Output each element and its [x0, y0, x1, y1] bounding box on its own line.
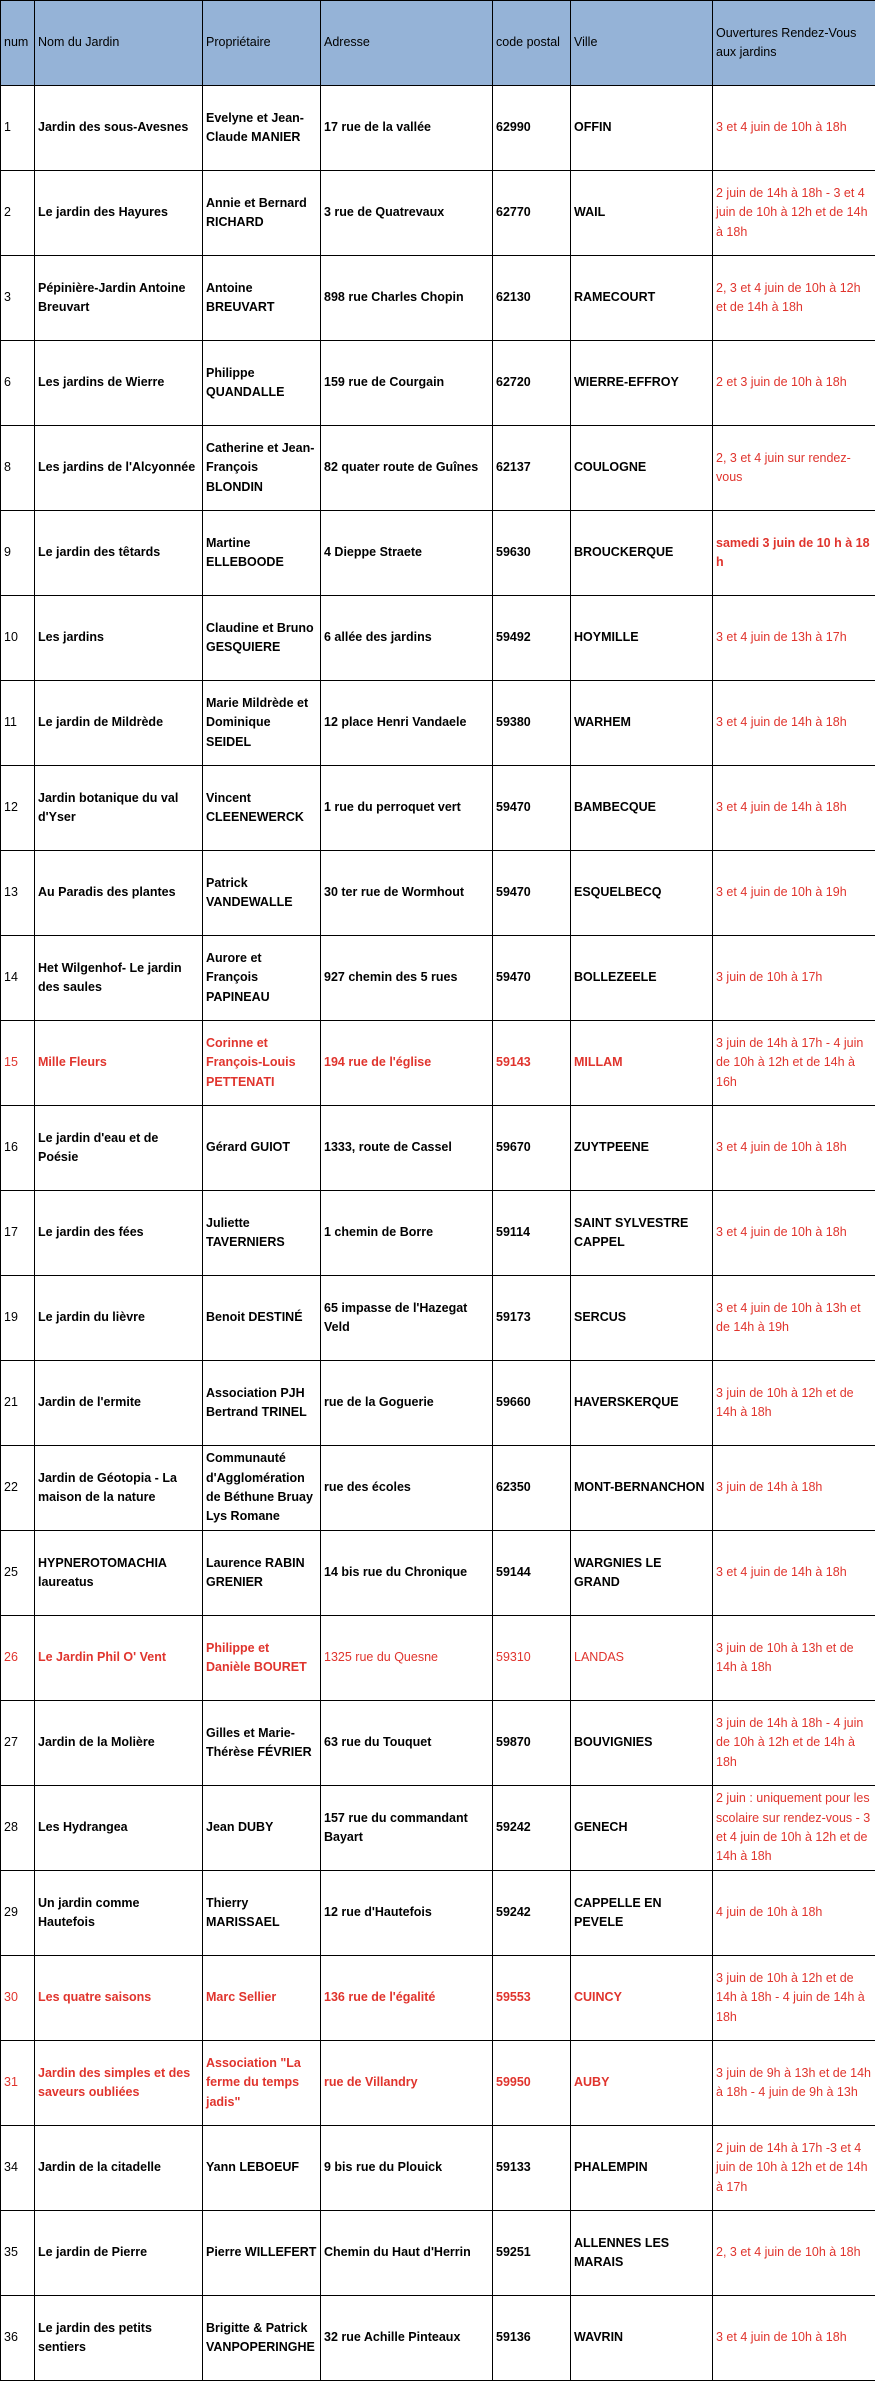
cell-ville: WARHEM	[571, 681, 713, 766]
cell-proprietaire: Philippe et Danièle BOURET	[203, 1616, 321, 1701]
cell-ville: WAVRIN	[571, 2296, 713, 2381]
cell-adresse: Chemin du Haut d'Herrin	[321, 2211, 493, 2296]
cell-ouvertures: 3 et 4 juin de 10h à 18h	[713, 1106, 875, 1191]
cell-num: 34	[1, 2126, 35, 2211]
table-row	[1, 2126, 875, 2211]
cell-adresse: 12 rue d'Hautefois	[321, 1871, 493, 1956]
cell-code-postal: 59660	[493, 1361, 571, 1446]
table-row	[1, 1956, 875, 2041]
table-row	[1, 511, 875, 596]
cell-num: 11	[1, 681, 35, 766]
cell-adresse: 1 rue du perroquet vert	[321, 766, 493, 851]
table-row	[1, 1786, 875, 1871]
cell-ville: WARGNIES LE GRAND	[571, 1531, 713, 1616]
cell-num: 30	[1, 1956, 35, 2041]
table-row	[1, 1361, 875, 1446]
cell-proprietaire: Benoit DESTINÉ	[203, 1276, 321, 1361]
cell-num: 27	[1, 1701, 35, 1786]
table-row	[1, 1531, 875, 1616]
cell-proprietaire: Catherine et Jean-François BLONDIN	[203, 426, 321, 511]
cell-adresse: 1333, route de Cassel	[321, 1106, 493, 1191]
cell-nom: Les Hydrangea	[35, 1786, 203, 1871]
cell-proprietaire: Marc Sellier	[203, 1956, 321, 2041]
cell-ouvertures: 2, 3 et 4 juin de 10h à 18h	[713, 2211, 875, 2296]
cell-adresse: 30 ter rue de Wormhout	[321, 851, 493, 936]
cell-num: 29	[1, 1871, 35, 1956]
cell-ville: WIERRE-EFFROY	[571, 341, 713, 426]
cell-ouvertures: 3 juin de 14h à 18h	[713, 1446, 875, 1531]
header-ville: Ville	[571, 1, 713, 86]
header-nom: Nom du Jardin	[35, 1, 203, 86]
cell-proprietaire: Brigitte & Patrick VANPOPERINGHE	[203, 2296, 321, 2381]
cell-ville: ZUYTPEENE	[571, 1106, 713, 1191]
cell-adresse: 927 chemin des 5 rues	[321, 936, 493, 1021]
header-adresse: Adresse	[321, 1, 493, 86]
table-row	[1, 766, 875, 851]
cell-code-postal: 62770	[493, 171, 571, 256]
cell-proprietaire: Association PJH Bertrand TRINEL	[203, 1361, 321, 1446]
cell-proprietaire: Claudine et Bruno GESQUIERE	[203, 596, 321, 681]
cell-nom: Au Paradis des plantes	[35, 851, 203, 936]
cell-num: 31	[1, 2041, 35, 2126]
table-row	[1, 1616, 875, 1701]
cell-ville: HOYMILLE	[571, 596, 713, 681]
cell-nom: Le jardin de Pierre	[35, 2211, 203, 2296]
cell-adresse: 136 rue de l'égalité	[321, 1956, 493, 2041]
cell-num: 19	[1, 1276, 35, 1361]
cell-code-postal: 59470	[493, 851, 571, 936]
table-row	[1, 256, 875, 341]
cell-ville: RAMECOURT	[571, 256, 713, 341]
cell-num: 9	[1, 511, 35, 596]
cell-ville: LANDAS	[571, 1616, 713, 1701]
cell-proprietaire: Philippe QUANDALLE	[203, 341, 321, 426]
cell-code-postal: 59242	[493, 1871, 571, 1956]
cell-adresse: 6 allée des jardins	[321, 596, 493, 681]
cell-code-postal: 59251	[493, 2211, 571, 2296]
cell-ouvertures: 3 et 4 juin de 10h à 19h	[713, 851, 875, 936]
cell-code-postal: 59133	[493, 2126, 571, 2211]
cell-ouvertures: 3 juin de 10h à 12h et de 14h à 18h	[713, 1361, 875, 1446]
cell-code-postal: 59242	[493, 1786, 571, 1871]
cell-proprietaire: Thierry MARISSAEL	[203, 1871, 321, 1956]
table-row	[1, 86, 875, 171]
cell-ouvertures: 3 juin de 10h à 17h	[713, 936, 875, 1021]
cell-nom: Le jardin des fées	[35, 1191, 203, 1276]
cell-ouvertures: 3 et 4 juin de 10h à 18h	[713, 1191, 875, 1276]
table-row	[1, 1701, 875, 1786]
cell-ville: SAINT SYLVESTRE CAPPEL	[571, 1191, 713, 1276]
cell-proprietaire: Jean DUBY	[203, 1786, 321, 1871]
cell-nom: Jardin des simples et des saveurs oubliées	[35, 2041, 203, 2126]
cell-ouvertures: 2 juin de 14h à 18h - 3 et 4 juin de 10h à 12h et de 14h à 18h	[713, 171, 875, 256]
cell-adresse: rue de Villandry	[321, 2041, 493, 2126]
table-row	[1, 341, 875, 426]
cell-code-postal: 59950	[493, 2041, 571, 2126]
cell-num: 1	[1, 86, 35, 171]
cell-ouvertures: 2 et 3 juin de 10h à 18h	[713, 341, 875, 426]
cell-num: 35	[1, 2211, 35, 2296]
cell-code-postal: 59470	[493, 936, 571, 1021]
cell-num: 3	[1, 256, 35, 341]
cell-adresse: 898 rue Charles Chopin	[321, 256, 493, 341]
cell-ville: ESQUELBECQ	[571, 851, 713, 936]
table-row	[1, 596, 875, 681]
table-row	[1, 2041, 875, 2126]
cell-nom: Pépinière-Jardin Antoine Breuvart	[35, 256, 203, 341]
cell-code-postal: 62350	[493, 1446, 571, 1531]
cell-code-postal: 59870	[493, 1701, 571, 1786]
cell-nom: Le jardin d'eau et de Poésie	[35, 1106, 203, 1191]
cell-num: 26	[1, 1616, 35, 1701]
cell-code-postal: 59144	[493, 1531, 571, 1616]
cell-code-postal: 59310	[493, 1616, 571, 1701]
cell-proprietaire: Juliette TAVERNIERS	[203, 1191, 321, 1276]
cell-proprietaire: Vincent CLEENEWERCK	[203, 766, 321, 851]
cell-ville: ALLENNES LES MARAIS	[571, 2211, 713, 2296]
cell-ville: AUBY	[571, 2041, 713, 2126]
cell-nom: Les quatre saisons	[35, 1956, 203, 2041]
cell-ouvertures: 3 juin de 10h à 12h et de 14h à 18h - 4 juin de 14h à 18h	[713, 1956, 875, 2041]
cell-adresse: 65 impasse de l'Hazegat Veld	[321, 1276, 493, 1361]
cell-proprietaire: Evelyne et Jean-Claude MANIER	[203, 86, 321, 171]
table-row	[1, 1191, 875, 1276]
cell-adresse: 1 chemin de Borre	[321, 1191, 493, 1276]
cell-ville: BOLLEZEELE	[571, 936, 713, 1021]
cell-ouvertures: 2, 3 et 4 juin sur rendez-vous	[713, 426, 875, 511]
cell-ouvertures: 3 et 4 juin de 14h à 18h	[713, 1531, 875, 1616]
cell-ville: HAVERSKERQUE	[571, 1361, 713, 1446]
cell-ville: SERCUS	[571, 1276, 713, 1361]
cell-num: 28	[1, 1786, 35, 1871]
cell-num: 36	[1, 2296, 35, 2381]
cell-ouvertures: 3 et 4 juin de 10h à 18h	[713, 2296, 875, 2381]
cell-num: 25	[1, 1531, 35, 1616]
cell-proprietaire: Martine ELLEBOODE	[203, 511, 321, 596]
cell-nom: HYPNEROTOMACHIA laureatus	[35, 1531, 203, 1616]
cell-nom: Les jardins de Wierre	[35, 341, 203, 426]
cell-ville: BROUCKERQUE	[571, 511, 713, 596]
cell-num: 17	[1, 1191, 35, 1276]
cell-proprietaire: Corinne et François-Louis PETTENATI	[203, 1021, 321, 1106]
cell-code-postal: 59173	[493, 1276, 571, 1361]
cell-adresse: rue des écoles	[321, 1446, 493, 1531]
cell-ouvertures: 3 juin de 14h à 18h - 4 juin de 10h à 12h et de 14h à 18h	[713, 1701, 875, 1786]
cell-ville: BOUVIGNIES	[571, 1701, 713, 1786]
cell-ville: MONT-BERNANCHON	[571, 1446, 713, 1531]
cell-code-postal: 62130	[493, 256, 571, 341]
cell-code-postal: 59492	[493, 596, 571, 681]
cell-adresse: 194 rue de l'église	[321, 1021, 493, 1106]
cell-proprietaire: Marie Mildrède et Dominique SEIDEL	[203, 681, 321, 766]
cell-proprietaire: Gilles et Marie-Thérèse FÉVRIER	[203, 1701, 321, 1786]
cell-ville: CAPPELLE EN PEVELE	[571, 1871, 713, 1956]
table-row	[1, 2296, 875, 2381]
header-code-postal: code postal	[493, 1, 571, 86]
cell-nom: Jardin de la citadelle	[35, 2126, 203, 2211]
cell-proprietaire: Antoine BREUVART	[203, 256, 321, 341]
cell-nom: Jardin de Géotopia - La maison de la nature	[35, 1446, 203, 1531]
cell-nom: Les jardins de l'Alcyonnée	[35, 426, 203, 511]
cell-ville: WAIL	[571, 171, 713, 256]
cell-proprietaire: Gérard GUIOT	[203, 1106, 321, 1191]
cell-code-postal: 59136	[493, 2296, 571, 2381]
cell-code-postal: 59470	[493, 766, 571, 851]
table-row	[1, 2211, 875, 2296]
cell-code-postal: 59143	[493, 1021, 571, 1106]
cell-code-postal: 59630	[493, 511, 571, 596]
header-ouvertures: Ouvertures Rendez-Vous aux jardins	[713, 1, 875, 86]
cell-ville: CUINCY	[571, 1956, 713, 2041]
table-row	[1, 1871, 875, 1956]
cell-nom: Le jardin des petits sentiers	[35, 2296, 203, 2381]
cell-adresse: 82 quater route de Guînes	[321, 426, 493, 511]
cell-ouvertures: 2 juin de 14h à 17h -3 et 4 juin de 10h à 12h et de 14h à 17h	[713, 2126, 875, 2211]
cell-adresse: 1325 rue du Quesne	[321, 1616, 493, 1701]
cell-nom: Jardin botanique du val d'Yser	[35, 766, 203, 851]
cell-num: 21	[1, 1361, 35, 1446]
cell-ville: OFFIN	[571, 86, 713, 171]
cell-nom: Les jardins	[35, 596, 203, 681]
table-row	[1, 171, 875, 256]
cell-nom: Le Jardin Phil O' Vent	[35, 1616, 203, 1701]
cell-nom: Le jardin des têtards	[35, 511, 203, 596]
header-proprietaire: Propriétaire	[203, 1, 321, 86]
cell-adresse: rue de la Goguerie	[321, 1361, 493, 1446]
cell-proprietaire: Pierre WILLEFERT	[203, 2211, 321, 2296]
cell-nom: Un jardin comme Hautefois	[35, 1871, 203, 1956]
table-row	[1, 1106, 875, 1191]
cell-code-postal: 62720	[493, 341, 571, 426]
cell-ouvertures: 3 et 4 juin de 10h à 18h	[713, 86, 875, 171]
cell-nom: Jardin des sous-Avesnes	[35, 86, 203, 171]
cell-ouvertures: 4 juin de 10h à 18h	[713, 1871, 875, 1956]
table-row	[1, 936, 875, 1021]
cell-ouvertures: 2 juin : uniquement pour les scolaire sur rendez-vous - 3 et 4 juin de 10h à 12h et de 14h à 18h	[713, 1786, 875, 1871]
cell-num: 15	[1, 1021, 35, 1106]
cell-code-postal: 62137	[493, 426, 571, 511]
header-num: num	[1, 1, 35, 86]
cell-adresse: 159 rue de Courgain	[321, 341, 493, 426]
table-row	[1, 1276, 875, 1361]
table-row	[1, 426, 875, 511]
cell-code-postal: 59553	[493, 1956, 571, 2041]
cell-adresse: 9 bis rue du Plouick	[321, 2126, 493, 2211]
cell-ville: PHALEMPIN	[571, 2126, 713, 2211]
cell-adresse: 12 place Henri Vandaele	[321, 681, 493, 766]
cell-nom: Jardin de la Molière	[35, 1701, 203, 1786]
cell-ouvertures: 3 juin de 10h à 13h et de 14h à 18h	[713, 1616, 875, 1701]
cell-adresse: 4 Dieppe Straete	[321, 511, 493, 596]
cell-ouvertures: 3 et 4 juin de 13h à 17h	[713, 596, 875, 681]
cell-num: 13	[1, 851, 35, 936]
cell-ville: MILLAM	[571, 1021, 713, 1106]
cell-proprietaire: Yann LEBOEUF	[203, 2126, 321, 2211]
cell-ouvertures: 3 juin de 14h à 17h - 4 juin de 10h à 12h et de 14h à 16h	[713, 1021, 875, 1106]
cell-nom: Het Wilgenhof- Le jardin des saules	[35, 936, 203, 1021]
cell-adresse: 32 rue Achille Pinteaux	[321, 2296, 493, 2381]
cell-ouvertures: 3 juin de 9h à 13h et de 14h à 18h - 4 juin de 9h à 13h	[713, 2041, 875, 2126]
cell-nom: Le jardin des Hayures	[35, 171, 203, 256]
cell-nom: Le jardin du lièvre	[35, 1276, 203, 1361]
cell-ouvertures: 3 et 4 juin de 10h à 13h et de 14h à 19h	[713, 1276, 875, 1361]
cell-proprietaire: Annie et Bernard RICHARD	[203, 171, 321, 256]
cell-adresse: 14 bis rue du Chronique	[321, 1531, 493, 1616]
cell-ouvertures: 3 et 4 juin de 14h à 18h	[713, 766, 875, 851]
table-row	[1, 681, 875, 766]
cell-code-postal: 62990	[493, 86, 571, 171]
cell-ouvertures: 3 et 4 juin de 14h à 18h	[713, 681, 875, 766]
cell-num: 2	[1, 171, 35, 256]
cell-nom: Jardin de l'ermite	[35, 1361, 203, 1446]
table-row	[1, 1021, 875, 1106]
cell-adresse: 17 rue de la vallée	[321, 86, 493, 171]
cell-num: 16	[1, 1106, 35, 1191]
cell-code-postal: 59380	[493, 681, 571, 766]
cell-adresse: 3 rue de Quatrevaux	[321, 171, 493, 256]
cell-num: 12	[1, 766, 35, 851]
cell-proprietaire: Laurence RABIN GRENIER	[203, 1531, 321, 1616]
cell-ouvertures: 2, 3 et 4 juin de 10h à 12h et de 14h à 18h	[713, 256, 875, 341]
cell-code-postal: 59670	[493, 1106, 571, 1191]
cell-ville: BAMBECQUE	[571, 766, 713, 851]
cell-num: 10	[1, 596, 35, 681]
cell-proprietaire: Patrick VANDEWALLE	[203, 851, 321, 936]
cell-nom: Le jardin de Mildrède	[35, 681, 203, 766]
table-row	[1, 851, 875, 936]
cell-adresse: 63 rue du Touquet	[321, 1701, 493, 1786]
cell-proprietaire: Aurore et François PAPINEAU	[203, 936, 321, 1021]
cell-num: 8	[1, 426, 35, 511]
cell-code-postal: 59114	[493, 1191, 571, 1276]
cell-adresse: 157 rue du commandant Bayart	[321, 1786, 493, 1871]
cell-proprietaire: Communauté d'Agglomération de Béthune Bruay Lys Romane	[203, 1446, 321, 1531]
cell-num: 6	[1, 341, 35, 426]
cell-ouvertures: samedi 3 juin de 10 h à 18 h	[713, 511, 875, 596]
cell-ville: GENECH	[571, 1786, 713, 1871]
header-row	[1, 1, 875, 86]
cell-nom: Mille Fleurs	[35, 1021, 203, 1106]
cell-num: 22	[1, 1446, 35, 1531]
cell-proprietaire: Association "La ferme du temps jadis"	[203, 2041, 321, 2126]
cell-num: 14	[1, 936, 35, 1021]
table-row	[1, 1446, 875, 1531]
cell-ville: COULOGNE	[571, 426, 713, 511]
